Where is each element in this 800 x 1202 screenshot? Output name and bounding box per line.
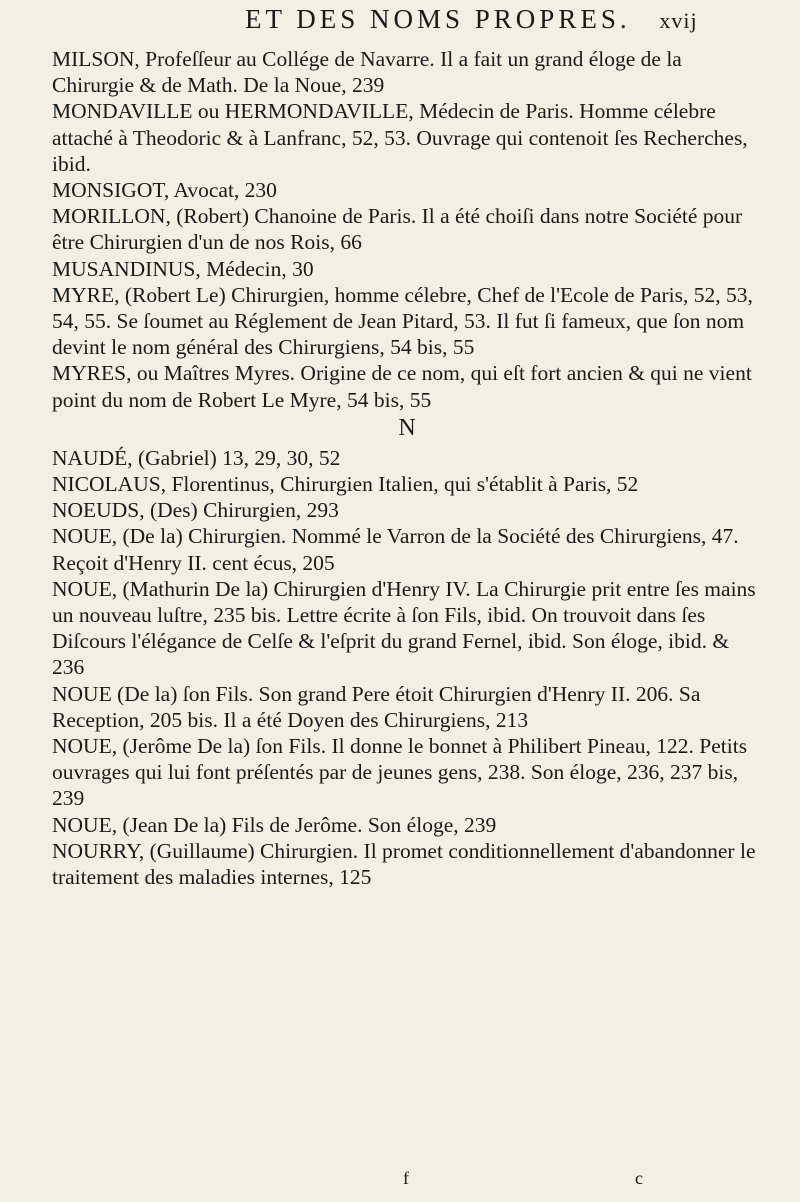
index-entry: NOUE, (Jean De la) Fils de Jerôme. Son éloge, 239 <box>52 812 497 837</box>
header-title: ET DES NOMS PROPRES. <box>245 4 631 34</box>
signature-mark-right: c <box>635 1168 643 1188</box>
index-entry: NOEUDS, (Des) Chirurgien, 293 <box>52 498 339 523</box>
index-entry: NOUE (De la) ſon Fils. Son grand Pere étoit Chirurgien d'Henry II. 206. Sa Reception, 205 bis. Il a été Doyen des Chirurgiens, 213 <box>52 681 701 732</box>
section-letter: N <box>398 414 418 441</box>
index-entry: NOUE, (De la) Chirurgien. Nommé le Varron de la Société des Chirurgiens, 47. Reçoit d'Henry II. cent écus, 205 <box>52 524 739 575</box>
index-entry: MUSANDINUS, Médecin, 30 <box>52 256 314 281</box>
signature-mark-left: f <box>403 1168 409 1188</box>
index-entry: NICOLAUS, Florentinus, Chirurgien Italien, qui s'établit à Paris, 52 <box>52 472 639 497</box>
index-entry: MYRE, (Robert Le) Chirurgien, homme célebre, Chef de l'Ecole de Paris, 52, 53, 54, 55. Se ſoumet au Réglement de Jean Pitard, 53. Il fut ſi fameux, que ſon nom devint le nom général des Chirurgiens, 54 bis, 55 <box>52 282 753 360</box>
index-entry: NOUE, (Jerôme De la) ſon Fils. Il donne le bonnet à Philibert Pineau, 122. Petits ouvrages qui lui font préſentés par de jeunes gens, 238. Son éloge, 236, 237 bis, 239 <box>52 734 748 811</box>
index-entry: MONDAVILLE ou HERMONDAVILLE, Médecin de Paris. Homme célebre attaché à Theodoric & à Lanfranc, 52, 53. Ouvrage qui contenoit ſes Recherches, ibid. <box>52 99 748 176</box>
index-entry: NOUE, (Mathurin De la) Chirurgien d'Henry IV. La Chirurgie prit entre ſes mains un nouveau luſtre, 235 bis. Lettre écrite à ſon Fils, ibid. On trouvoit dans ſes Diſcours l'élégance de Celſe & l'eſprit du grand Fernel, ibid. Son éloge, ibid. & 236 <box>52 576 756 680</box>
index-body <box>52 46 764 890</box>
index-entry: MYRES, ou Maîtres Myres. Origine de ce nom, qui eſt fort ancien & qui ne vient point du nom de Robert Le Myre, 54 bis, 55 <box>52 361 752 412</box>
index-entry: MONSIGOT, Avocat, 230 <box>52 178 277 203</box>
page-number: xvij <box>659 8 698 33</box>
index-entry: NAUDÉ, (Gabriel) 13, 29, 30, 52 <box>52 445 341 470</box>
running-header <box>245 4 765 35</box>
index-entry: NOURRY, (Guillaume) Chirurgien. Il promet conditionnellement d'abandonner le traitement des maladies internes, 125 <box>52 838 756 890</box>
index-entry: MILSON, Profeſſeur au Collége de Navarre. Il a fait un grand éloge de la Chirurgie & de Math. De la Noue, 239 <box>52 47 682 98</box>
index-entry: MORILLON, (Robert) Chanoine de Paris. Il a été choiſi dans notre Société pour être Chirurgien d'un de nos Rois, 66 <box>52 204 743 255</box>
